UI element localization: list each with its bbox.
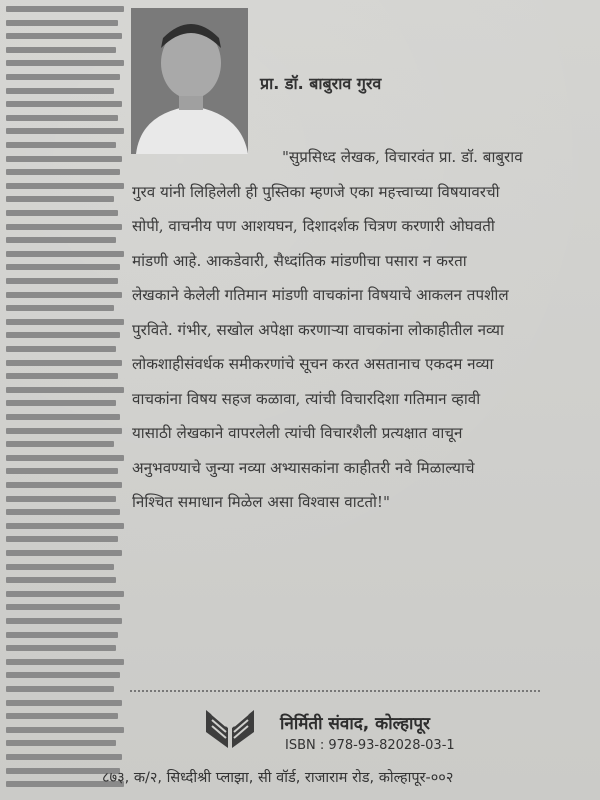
decorative-stripe (6, 115, 118, 121)
decorative-stripe (6, 237, 116, 243)
decorative-stripe (6, 60, 124, 66)
blurb-line: निश्चित समाधान मिळेल असा विश्वास वाटतो!" (132, 493, 391, 511)
blurb-line: पुरविते. गंभीर, सखोल अपेक्षा करणाऱ्या वाचकांना लोकाहीतील नव्या (132, 320, 504, 339)
author-photo (131, 8, 248, 154)
decorative-stripe (6, 550, 122, 556)
decorative-stripe (6, 74, 120, 80)
blurb-line: यासाठी लेखकाने वापरलेली त्यांची विचारशैली प्रत्यक्षात वाचून (132, 424, 463, 442)
decorative-stripe (6, 156, 122, 162)
author-name: प्रा. डॉ. बाबुराव गुरव (260, 74, 382, 93)
publisher-logo-icon (204, 706, 256, 750)
blurb-line: गुरव यांनी लिहिलेली ही पुस्तिका म्हणजे एका महत्त्वाच्या विषयावरची (132, 182, 500, 201)
publisher-name: निर्मिती संवाद, कोल्हापूर (280, 714, 430, 734)
decorative-stripe (6, 6, 124, 12)
decorative-stripes (0, 0, 130, 800)
decorative-stripe (6, 292, 122, 298)
decorative-stripe (6, 128, 124, 134)
decorative-stripe (6, 373, 118, 379)
decorative-stripe (6, 618, 122, 624)
decorative-stripe (6, 346, 116, 352)
blurb-line: सोपी, वाचनीय पण आशयघन, दिशादर्शक चित्रण करणारी ओघवती (132, 217, 495, 235)
decorative-stripe (6, 468, 118, 474)
blurb-line: अनुभवण्याचे जुन्या नव्या अभ्यासकांना काहीतरी नवे मिळाल्याचे (132, 458, 475, 477)
decorative-stripe (6, 428, 122, 434)
decorative-stripe (6, 20, 118, 26)
decorative-stripe (6, 645, 116, 651)
decorative-stripe (6, 264, 120, 270)
decorative-stripe (6, 142, 116, 148)
decorative-stripe (6, 700, 122, 706)
decorative-stripe (6, 441, 114, 447)
decorative-stripe (6, 278, 118, 284)
blurb-line: वाचकांना विषय सहज कळावा, त्यांची विचारदिशा गतिमान व्हावी (132, 389, 481, 408)
blurb-line: लेखकाने केलेली गतिमान मांडणी वाचकांना विषयाचे आकलन तपशील (132, 286, 509, 304)
decorative-stripe (6, 740, 116, 746)
decorative-stripe (6, 754, 122, 760)
decorative-stripe (6, 536, 118, 542)
decorative-stripe (6, 564, 114, 570)
decorative-stripe (6, 632, 118, 638)
decorative-stripe (6, 224, 122, 230)
blurb-line: लोकशाहीसंवर्धक समीकरणांचे सूचन करत असतानाच एकदम नव्या (132, 355, 494, 373)
blurb-text (132, 140, 552, 520)
decorative-stripe (6, 509, 120, 515)
decorative-stripe (6, 455, 124, 461)
decorative-stripe (6, 727, 124, 733)
decorative-stripe (6, 210, 118, 216)
decorative-stripe (6, 496, 116, 502)
decorative-stripe (6, 400, 116, 406)
decorative-stripe (6, 332, 120, 338)
decorative-stripe (6, 414, 120, 420)
decorative-stripe (6, 47, 116, 53)
decorative-stripe (6, 360, 122, 366)
decorative-stripe (6, 251, 124, 257)
decorative-stripe (6, 604, 120, 610)
decorative-stripe (6, 591, 124, 597)
decorative-stripe (6, 387, 124, 393)
decorative-stripe (6, 659, 124, 665)
decorative-stripe (6, 33, 122, 39)
decorative-stripe (6, 523, 124, 529)
decorative-stripe (6, 196, 114, 202)
decorative-stripe (6, 482, 122, 488)
decorative-stripe (6, 672, 120, 678)
decorative-stripe (6, 305, 114, 311)
decorative-stripe (6, 88, 114, 94)
decorative-stripe (6, 713, 118, 719)
decorative-stripe (6, 169, 120, 175)
blurb-line: मांडणी आहे. आकडेवारी, सैध्दांतिक मांडणीचा पसारा न करता (132, 251, 467, 270)
isbn: ISBN : 978-93-82028-03-1 (285, 738, 455, 753)
decorative-stripe (6, 101, 122, 107)
dotted-divider (130, 690, 540, 692)
decorative-stripe (6, 686, 114, 692)
publisher-address: ८७३, क/२, सिध्दीश्री प्लाझा, सी वॉर्ड, राजाराम रोड, कोल्हापूर-००२ (102, 770, 454, 786)
decorative-stripe (6, 183, 124, 189)
decorative-stripe (6, 577, 116, 583)
blurb-line: "सुप्रसिध्द लेखक, विचारवंत प्रा. डॉ. बाबुराव (282, 148, 523, 166)
decorative-stripe (6, 319, 124, 325)
